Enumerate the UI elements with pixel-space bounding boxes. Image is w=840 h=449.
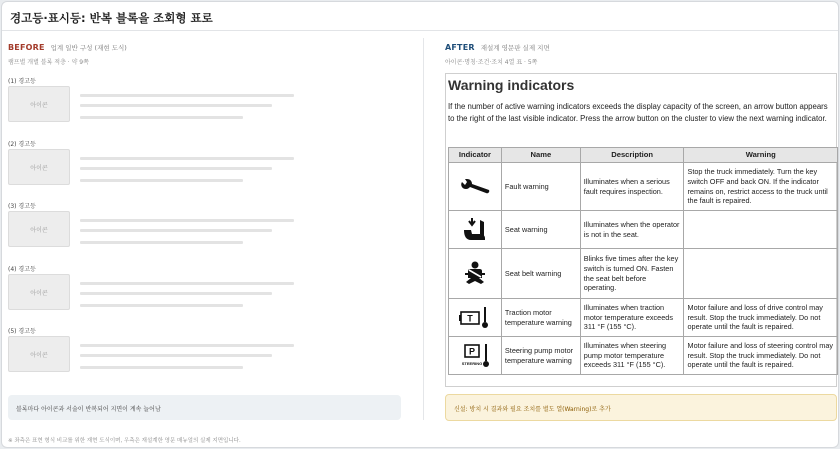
after-heading	[445, 43, 550, 52]
svg-text:STEERING: STEERING	[461, 360, 483, 366]
after-subtitle: 재설계 영문판 실제 지면	[480, 44, 550, 52]
svg-text:T: T	[467, 313, 473, 323]
panel-divider	[423, 38, 424, 420]
indicator-description: Illuminates when the operator is not in the seat.	[580, 211, 684, 249]
manual-page	[445, 73, 837, 387]
table-row	[449, 163, 838, 211]
lamp-label: (2) 경고등	[8, 141, 36, 148]
table-row	[449, 249, 838, 299]
text-line-placeholder	[80, 167, 272, 170]
text-line-placeholder	[80, 219, 294, 222]
indicator-description: Illuminates when traction motor temperature exceeds 311 °F (155 °C).	[580, 299, 684, 337]
lamp-label: (4) 경고등	[8, 266, 36, 273]
indicator-cell	[449, 299, 502, 337]
indicator-name: Traction motor temperature warning	[501, 299, 580, 337]
text-line-placeholder	[80, 304, 243, 307]
indicator-warning: Motor failure and loss of drive control may result. Stop the truck immediately. Do not operate until the fault is repaired.	[684, 299, 838, 337]
steering-pump-motor-temp-icon	[458, 341, 492, 371]
lamp-label: (3) 경고등	[8, 203, 36, 210]
lamp-label: (5) 경고등	[8, 328, 36, 335]
wrench-icon	[458, 177, 492, 197]
indicator-cell	[449, 163, 502, 211]
text-line-placeholder	[80, 366, 243, 369]
column-header-name: Name	[501, 148, 580, 163]
indicator-name: Steering pump motor temperature warning	[501, 337, 580, 375]
before-heading	[8, 43, 127, 52]
text-line-placeholder	[80, 104, 272, 107]
warning-indicator-table	[448, 147, 838, 375]
footer-note: ※ 좌측은 표현 형식 비교를 위한 재현 도식이며, 우측은 재설계한 영문 매뉴얼의 실제 지면입니다.	[8, 438, 241, 444]
after-caption: 아이콘·명칭·조건·조치 4열 표 · 5쪽	[445, 59, 538, 66]
manual-section-title: Warning indicators	[448, 77, 575, 93]
table-row	[449, 337, 838, 375]
lamp-icon-placeholder: 아이콘	[8, 336, 70, 372]
title-divider	[2, 30, 838, 31]
manual-intro-text: If the number of active warning indicators exceeds the display capacity of the screen, an arrow button appears to the right of the last visible indicator. Press the arrow button on the cluster to view the next warning indicator.	[448, 102, 828, 123]
text-line-placeholder	[80, 157, 294, 160]
svg-text:P: P	[468, 346, 475, 356]
after-label: AFTER	[445, 43, 475, 52]
text-line-placeholder	[80, 354, 272, 357]
lamp-icon-placeholder: 아이콘	[8, 86, 70, 122]
text-line-placeholder	[80, 282, 294, 285]
indicator-cell	[449, 249, 502, 299]
after-note: 신설: 방치 시 결과와 필요 조치를 별도 열(Warning)로 추가	[445, 394, 837, 421]
column-header-description: Description	[580, 148, 684, 163]
text-line-placeholder	[80, 179, 243, 182]
indicator-description: Illuminates when steering pump motor temperature exceeds 311 °F (155 °C).	[580, 337, 684, 375]
indicator-warning	[684, 249, 838, 299]
column-header-warning: Warning	[684, 148, 838, 163]
indicator-cell	[449, 211, 502, 249]
text-line-placeholder	[80, 116, 243, 119]
indicator-name: Fault warning	[501, 163, 580, 211]
page-title: 경고등·표시등: 반복 블록을 조회형 표로	[10, 11, 213, 25]
before-subtitle: 업계 일반 구성 (재현 도식)	[50, 44, 127, 52]
before-label: BEFORE	[8, 43, 45, 52]
text-line-placeholder	[80, 344, 294, 347]
indicator-description: Blinks five times after the key switch is turned ON. Fasten the seat belt before operating.	[580, 249, 684, 299]
lamp-icon-placeholder: 아이콘	[8, 211, 70, 247]
indicator-warning: Stop the truck immediately. Turn the key switch OFF and back ON. If the indicator remains on, restrict access to the truck until the fault is repaired.	[684, 163, 838, 211]
indicator-warning	[684, 211, 838, 249]
traction-motor-temp-icon	[458, 304, 492, 332]
text-line-placeholder	[80, 94, 294, 97]
before-caption: 램프별 개별 블록 적층 · 약 9쪽	[8, 59, 89, 66]
indicator-description: Illuminates when a serious fault requires inspection.	[580, 163, 684, 211]
app-frame	[1, 1, 839, 448]
lamp-label: (1) 경고등	[8, 78, 36, 85]
table-header-row	[449, 148, 838, 163]
indicator-name: Seat belt warning	[501, 249, 580, 299]
indicator-name: Seat warning	[501, 211, 580, 249]
indicator-warning: Motor failure and loss of steering control may result. Stop the truck immediately. Do not operate until the fault is repaired.	[684, 337, 838, 375]
lamp-icon-placeholder: 아이콘	[8, 274, 70, 310]
column-header-indicator: Indicator	[449, 148, 502, 163]
text-line-placeholder	[80, 292, 272, 295]
text-line-placeholder	[80, 241, 243, 244]
lamp-icon-placeholder: 아이콘	[8, 149, 70, 185]
table-row	[449, 299, 838, 337]
seat-icon	[461, 216, 489, 244]
text-line-placeholder	[80, 229, 272, 232]
indicator-cell	[449, 337, 502, 375]
seat-belt-icon	[461, 260, 489, 288]
table-row	[449, 211, 838, 249]
before-note: 블록마다 아이콘과 서술이 반복되어 지면이 계속 늘어남	[8, 395, 401, 420]
